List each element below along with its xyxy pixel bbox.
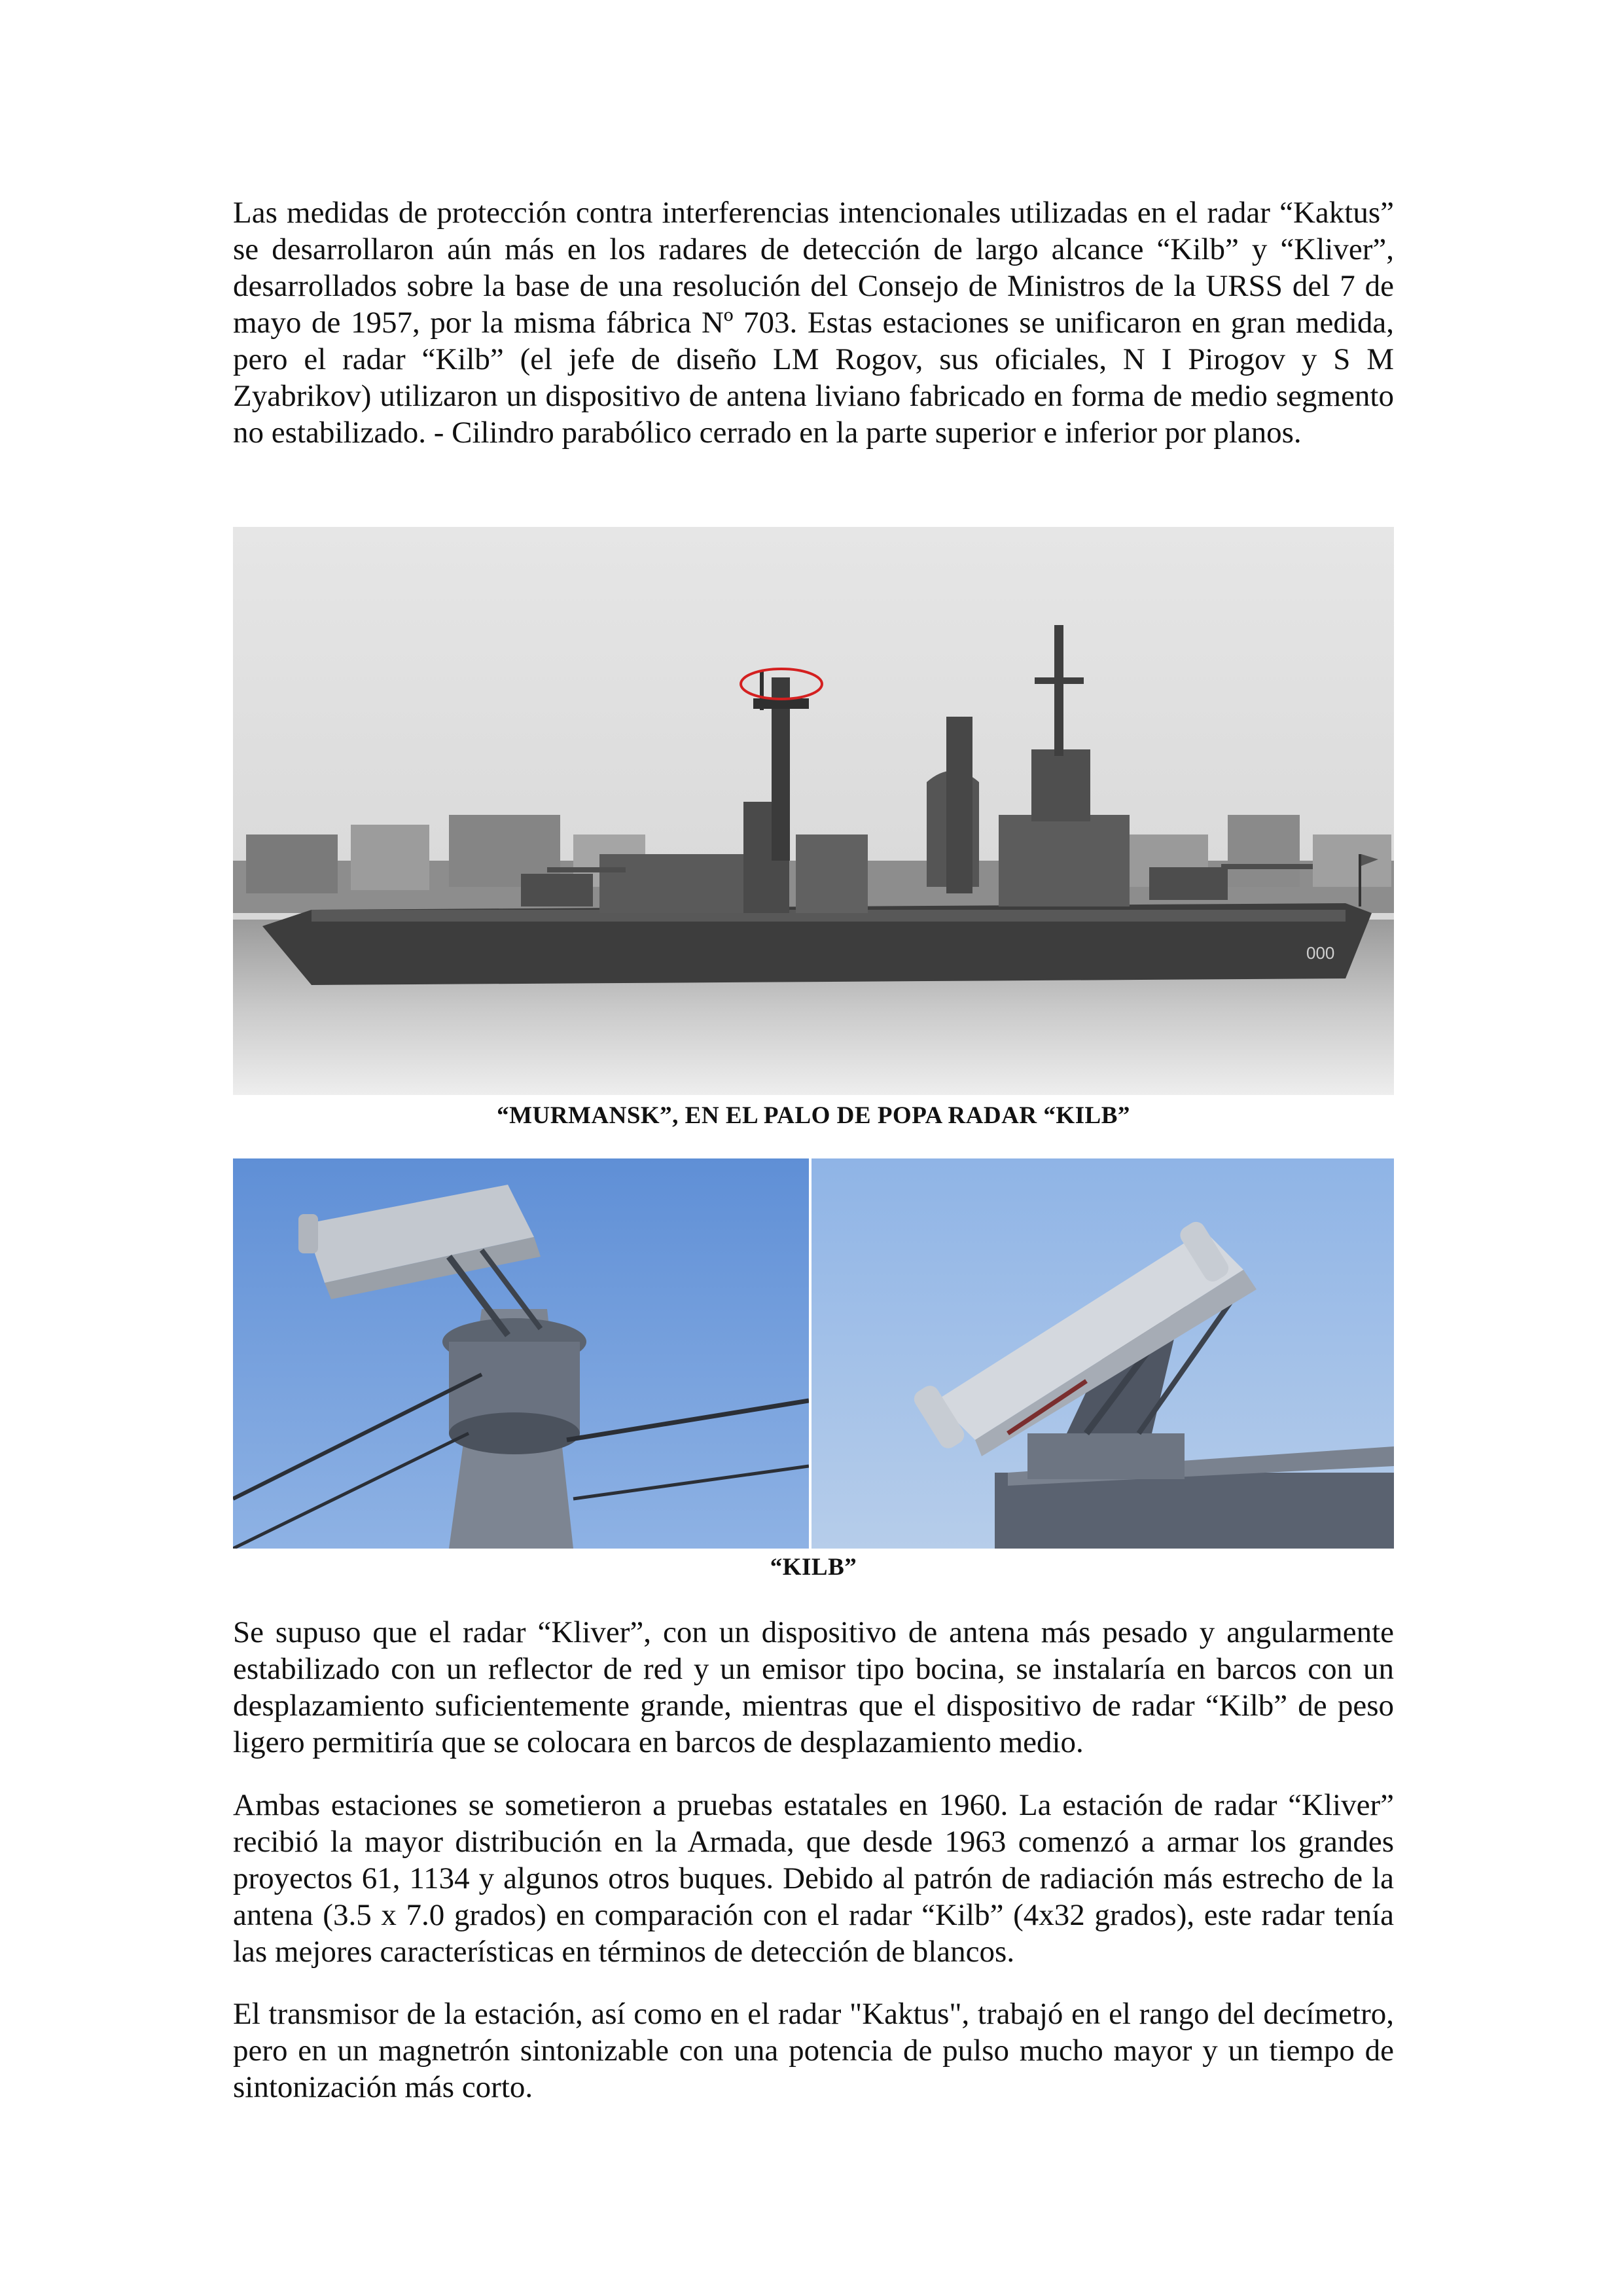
- paragraph-state-tests: Ambas estaciones se sometieron a pruebas estatales en 1960. La estación de radar “Kliver” recibió la mayor distribución en la Armada, que desde 1963 comenzó a armar los grandes proyectos 61, 1134 y algunos otros buques. Debido al patrón de radiación más estrecho de la antena (3.5 x 7.0 grados) en comparación con el radar “Kilb” (4x32 grados), este radar tenía las mejores características en términos de detección de blancos.: [233, 1788, 1394, 1969]
- photo-kilb-antenna: [812, 1158, 1394, 1549]
- paragraph-transmitter: El transmisor de la estación, así como en el radar "Kaktus", trabajó en el rango del decímetro, pero en un magnetrón sintonizable con una potencia de pulso mucho mayor y un tiempo de sintonización más corto.: [233, 1997, 1394, 2104]
- photo-kilb-mast: [233, 1158, 809, 1549]
- paragraph-kliver-kilb: Se supuso que el radar “Kliver”, con un dispositivo de antena más pesado y angularmente estabilizado con un reflector de red y un emisor tipo bocina, se instalaría en barcos con un desplazamiento suficientemente grande, mientras que el dispositivo de radar “Kilb” de peso ligero permitiría que se colocara en barcos de desplazamiento medio.: [233, 1615, 1394, 1759]
- caption-murmansk: “MURMANSK”, EN EL PALO DE POPA RADAR “KILB”: [497, 1102, 1130, 1129]
- kilb-antenna-illustration: [812, 1158, 1394, 1549]
- photo-murmansk-cruiser: [233, 527, 1394, 1095]
- kilb-mast-illustration: [233, 1158, 809, 1549]
- paragraph-intro: Las medidas de protección contra interferencias intencionales utilizadas en el radar “Kaktus” se desarrollaron aún más en los radares de detección de largo alcance “Kilb” y “Kliver”, desarrollados sobre la base de una resolución del Consejo de Ministros de la URSS del 7 de mayo de 1957, por la misma fábrica Nº 703. Estas estaciones se unificaron en gran medida, pero el radar “Kilb” (el jefe de diseño LM Rogov, sus oficiales, N I Pirogov y S M Zyabrikov) utilizaron un dispositivo de antena liviano fabricado en forma de medio segmento no estabilizado. - Cilindro parabólico cerrado en la parte superior e inferior por planos.: [233, 196, 1394, 450]
- caption-kilb: “KILB”: [770, 1554, 857, 1581]
- ship-hull-number: 000: [1306, 943, 1335, 963]
- ship-illustration: [233, 527, 1394, 1095]
